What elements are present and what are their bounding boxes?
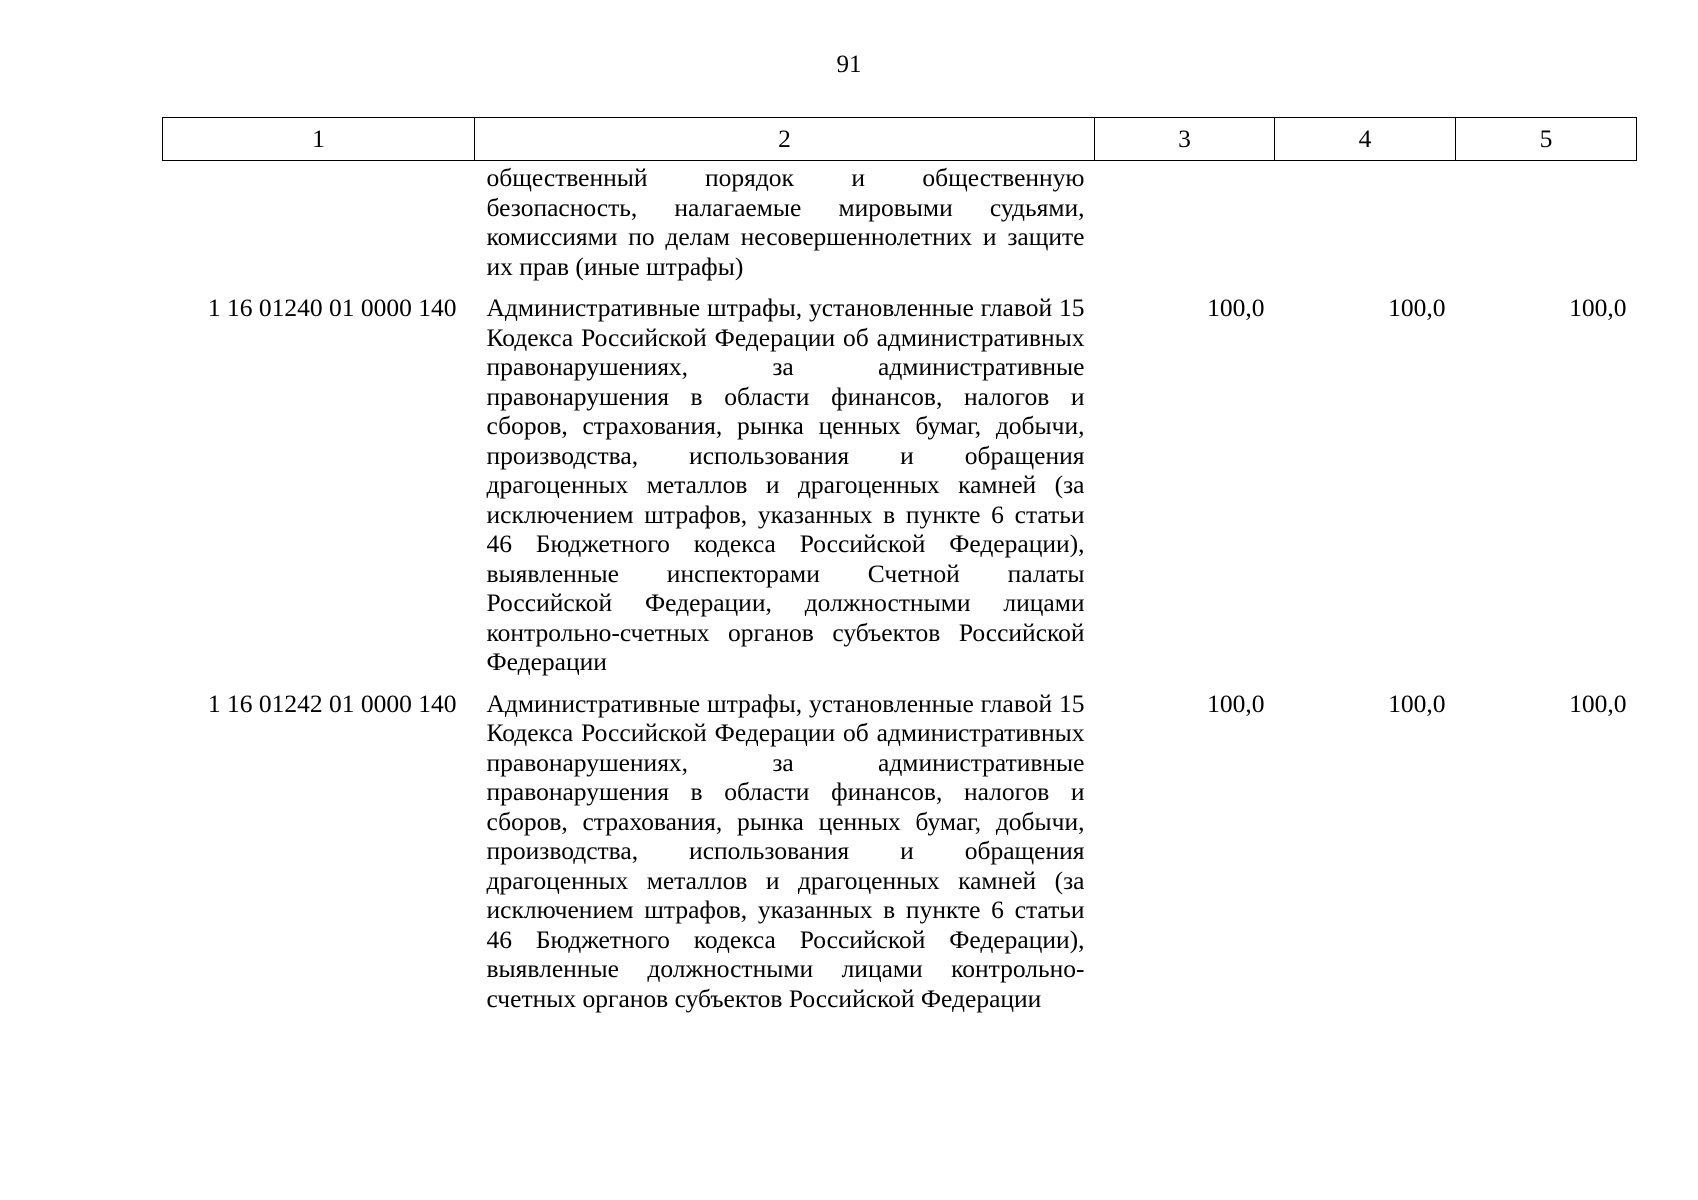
row-value-col3: 100,0 — [1207, 293, 1265, 322]
row-value-col3: 100,0 — [1207, 688, 1265, 718]
row-description: Административные штрафы, установленные главой 15 Кодекса Российской Федерации об административных правонарушениях, за административные правонарушения в области финансов, налогов и сборов, страхования, рынка ценных бумаг, добычи, производства, использования и обращения драгоценных металлов и драгоценных камней (за исключением штрафов, указанных в пункте 6 статьи 46 Бюджетного кодекса Российской Федерации), выявленные инспекторами Счетной палаты Российской Федерации, должностными лицами контрольно-счетных органов субъектов Российской Федерации — [486, 293, 1085, 676]
row-value-col4: 100,0 — [1388, 688, 1446, 718]
header-cell-2: 2 — [475, 118, 1095, 161]
budget-table — [162, 117, 1637, 1013]
row-code: 1 16 01240 01 0000 140 — [207, 293, 457, 322]
header-cell-3: 3 — [1095, 118, 1275, 161]
header-cell-5: 5 — [1456, 118, 1637, 161]
row-value-col5: 100,0 — [1569, 688, 1627, 718]
continuation-code-cell — [163, 161, 475, 282]
page-number: 91 — [836, 51, 862, 78]
continuation-row — [163, 161, 1637, 282]
row-value-col5: 100,0 — [1569, 293, 1627, 322]
continuation-description: общественный порядок и общественную безопасность, налагаемые мировыми судьями, комиссиями по делам несовершеннолетних и защите их прав (иные штрафы) — [486, 163, 1085, 281]
row-value-col4: 100,0 — [1388, 293, 1446, 322]
table-row — [163, 677, 1637, 1014]
table-row — [163, 281, 1637, 677]
header-cell-1: 1 — [163, 118, 475, 161]
header-row — [163, 118, 1637, 161]
row-code: 1 16 01242 01 0000 140 — [207, 688, 457, 718]
header-cell-4: 4 — [1275, 118, 1456, 161]
row-description: Административные штрафы, установленные главой 15 Кодекса Российской Федерации об административных правонарушениях, за административные правонарушения в области финансов, налогов и сборов, страхования, рынка ценных бумаг, добычи, производства, использования и обращения драгоценных металлов и драгоценных камней (за исключением штрафов, указанных в пункте 6 статьи 46 Бюджетного кодекса Российской Федерации), выявленные должностными лицами контрольно-счетных органов субъектов Российской Федерации — [486, 688, 1085, 1013]
